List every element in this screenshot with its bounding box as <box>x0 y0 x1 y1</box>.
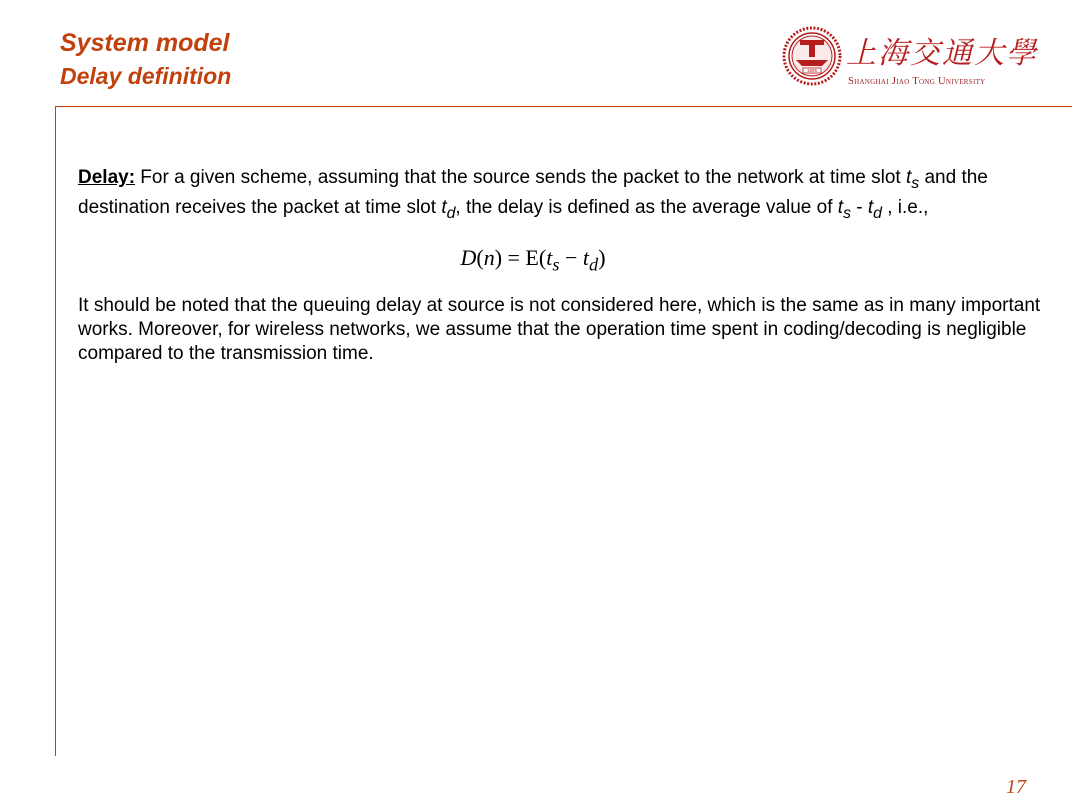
left-divider <box>55 106 56 756</box>
var-td: $t_d$ <box>867 196 882 222</box>
var-ts: $t_s$ <box>837 196 851 222</box>
slide-body <box>78 166 1068 366</box>
delay-equation: $D(n) = E(t_s - t_d)$ <box>460 244 606 274</box>
delay-label: Delay: <box>78 167 136 188</box>
svg-text:1896: 1896 <box>806 68 818 73</box>
delay-definition-paragraph: Delay: For a given scheme, assuming that the source sends the packet to the network at time slot $t_s$ and the destination receives the packet at time slot $t_d$, the delay is defined as the average value of $t_s - t_d$ , i.e., <box>78 167 988 222</box>
logo-english-name: Shanghai Jiao Tong University <box>848 76 986 87</box>
var-ts: $t_s$ <box>905 167 920 192</box>
logo-chinese-name: 上海交通大學 <box>846 36 1038 71</box>
university-logo <box>782 26 1072 98</box>
page-number: 17 <box>1006 776 1026 798</box>
slide-title: System model <box>60 29 230 57</box>
queuing-note-paragraph: It should be noted that the queuing delay at source is not considered here, which is the same as in many important works. Moreover, for wireless networks, we assume that the operation time spent in coding/decoding is negligible compared to the transmission time. <box>78 294 1041 364</box>
slide-subtitle: Delay definition <box>60 63 232 89</box>
university-seal-icon <box>782 26 842 86</box>
var-td: $t_d$ <box>441 196 456 222</box>
header-divider <box>55 106 1072 107</box>
